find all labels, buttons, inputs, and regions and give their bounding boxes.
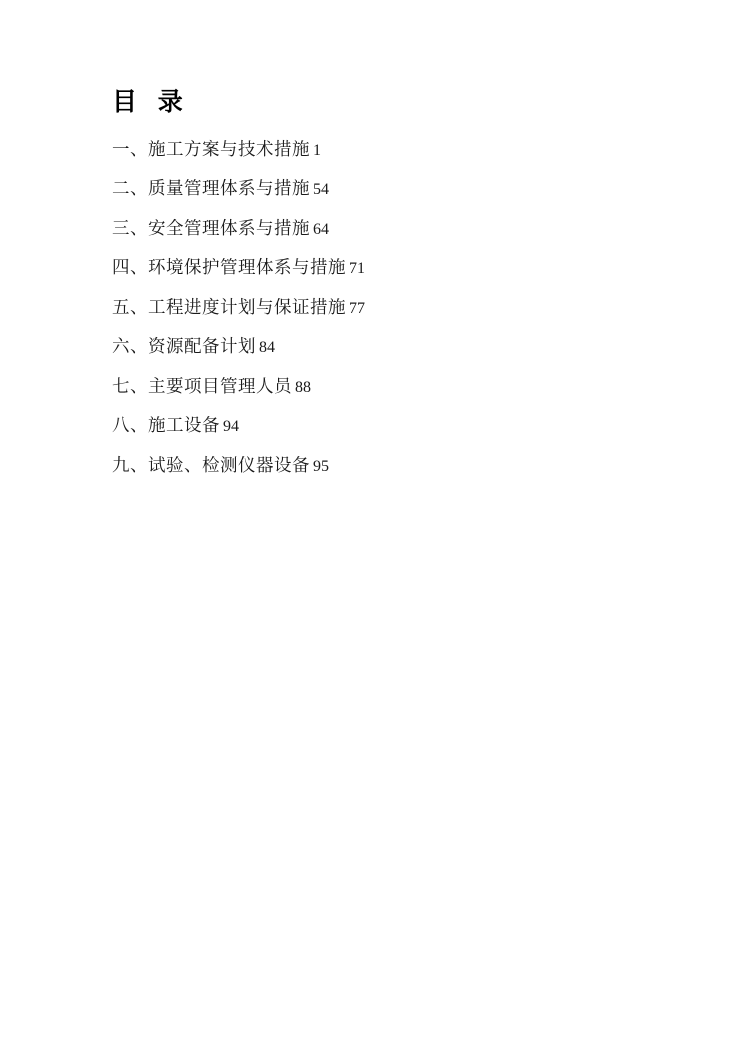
toc-entry-page: 94 xyxy=(223,418,239,435)
toc-entry-label: 二、质量管理体系与措施 xyxy=(112,179,310,199)
toc-entry-5[interactable] xyxy=(112,289,648,329)
toc-entry-9[interactable] xyxy=(112,447,648,487)
toc-entry-label: 四、环境保护管理体系与措施 xyxy=(112,258,346,278)
toc-entry-label: 七、主要项目管理人员 xyxy=(112,376,292,397)
toc-entry-label: 九、试验、检测仪器设备 xyxy=(112,455,310,476)
page-content xyxy=(112,86,648,486)
toc-entry-4[interactable] xyxy=(112,249,648,289)
toc-entry-page: 71 xyxy=(349,260,365,277)
toc-entry-2[interactable] xyxy=(112,170,648,210)
toc-entry-label: 五、工程进度计划与保证措施 xyxy=(112,297,346,318)
toc-entry-page: 1 xyxy=(313,141,321,159)
toc-entry-6[interactable] xyxy=(112,328,648,368)
page-title: 目 录 xyxy=(112,87,189,116)
toc-entry-label: 一、施工方案与技术措施 xyxy=(112,139,310,160)
toc-entry-7[interactable] xyxy=(112,368,648,408)
toc-entry-page: 64 xyxy=(313,220,329,238)
toc-entry-page: 84 xyxy=(259,339,275,356)
toc-entry-1[interactable] xyxy=(112,131,648,171)
table-of-contents xyxy=(112,131,648,487)
toc-entry-page: 54 xyxy=(313,181,329,198)
toc-entry-8[interactable] xyxy=(112,407,648,447)
toc-entry-label: 八、施工设备 xyxy=(112,416,220,436)
toc-entry-3[interactable] xyxy=(112,210,648,250)
toc-entry-page: 77 xyxy=(349,299,365,317)
toc-entry-label: 六、资源配备计划 xyxy=(112,337,256,357)
toc-entry-label: 三、安全管理体系与措施 xyxy=(112,218,310,239)
toc-entry-page: 95 xyxy=(313,457,329,475)
toc-entry-page: 88 xyxy=(295,378,311,396)
